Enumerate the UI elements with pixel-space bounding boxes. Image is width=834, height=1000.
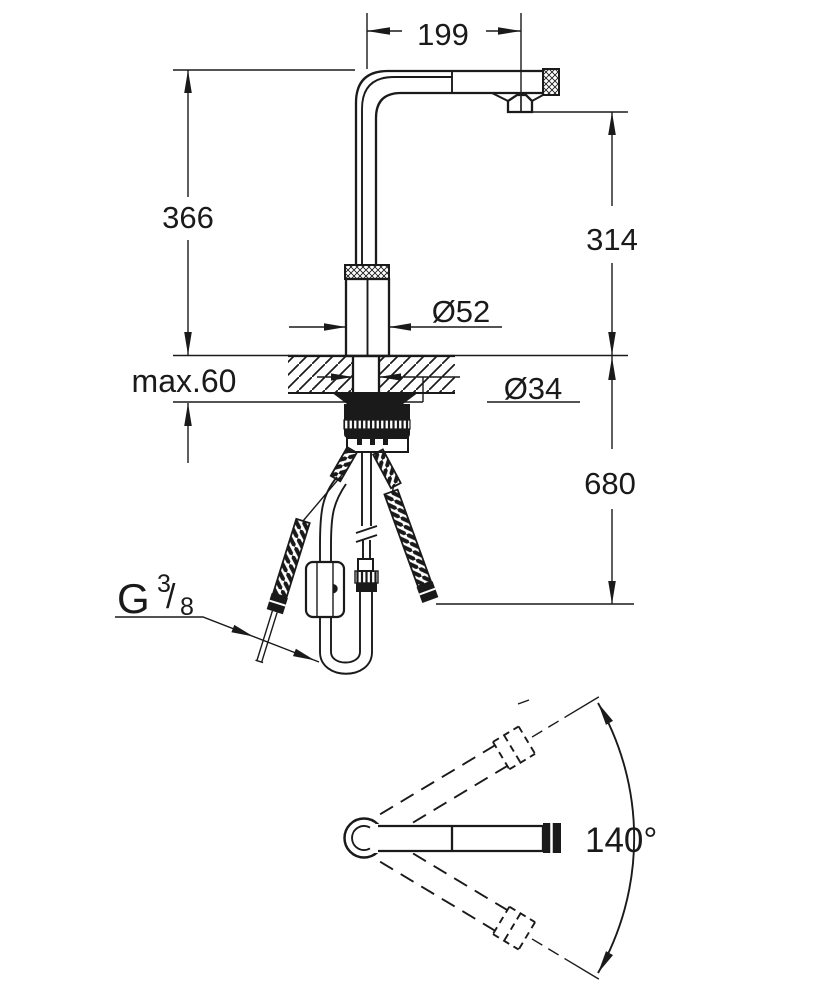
swivel-position-lower bbox=[378, 838, 607, 993]
thread-denominator-label: 8 bbox=[180, 593, 194, 621]
spray-nozzle bbox=[508, 95, 532, 112]
thread-leader-arrow-2 bbox=[293, 649, 315, 661]
hose-stub-left bbox=[331, 447, 357, 481]
mounting-nut-top bbox=[344, 404, 410, 420]
thread-numerator-label: 3 bbox=[157, 570, 171, 598]
hose-coupling-ribbed-nut bbox=[355, 571, 378, 583]
pullout-hose-upper bbox=[362, 452, 371, 526]
dim-366-arrow-bottom bbox=[184, 332, 192, 355]
dim-366-label: 366 bbox=[162, 200, 214, 235]
dim-199-arrow-left bbox=[367, 27, 390, 35]
dimension-height-above-counter bbox=[162, 70, 355, 355]
supply-hose-left bbox=[251, 518, 311, 663]
dim-314-label: 314 bbox=[586, 222, 638, 257]
dim-680-arrow-bottom bbox=[608, 581, 616, 604]
hose-coupling-band bbox=[356, 583, 377, 592]
supply-hose-right bbox=[383, 489, 438, 603]
hose-stub-right bbox=[373, 449, 401, 488]
dim-199-label: 199 bbox=[417, 17, 469, 52]
dim-52-arrow-right bbox=[389, 323, 411, 331]
countertop-hatch-left bbox=[288, 357, 353, 393]
bracket-notch bbox=[383, 438, 388, 445]
dim-34-label: Ø34 bbox=[503, 371, 563, 406]
swivel-position-upper bbox=[378, 683, 607, 838]
thread-leader-line bbox=[115, 617, 319, 662]
dim-max60-label: max.60 bbox=[131, 363, 237, 399]
dim-314-arrow-top bbox=[608, 112, 616, 135]
mounting-nut-bottom bbox=[344, 429, 410, 438]
dim-680-arrow-top bbox=[608, 357, 616, 380]
supply-hose-left-tail bbox=[255, 611, 278, 663]
bracket-notch bbox=[370, 438, 375, 445]
hose-coupling-body bbox=[358, 559, 373, 571]
thread-slash-label: / bbox=[166, 578, 176, 616]
thread-letter-label: G bbox=[117, 575, 150, 622]
hose-u-right-leg bbox=[360, 592, 372, 652]
spray-head-shoulder-right bbox=[532, 95, 543, 101]
dim-314-arrow-bottom bbox=[608, 332, 616, 355]
spout-bottom-line bbox=[376, 93, 543, 266]
dim-52-arrow-left bbox=[324, 323, 346, 331]
bracket-notch bbox=[357, 438, 362, 445]
dimension-max-counter-thickness bbox=[132, 363, 237, 463]
swivel-top-view bbox=[345, 683, 658, 993]
swivel-tick-mark bbox=[518, 700, 529, 704]
dim-199-arrow-right bbox=[498, 27, 521, 35]
swivel-arc-arrow-bottom bbox=[598, 951, 613, 973]
dim-52-label: Ø52 bbox=[431, 294, 491, 329]
dim-max60-arrow bbox=[184, 403, 192, 426]
dimension-spout-reach bbox=[367, 13, 521, 112]
hose-break-symbol bbox=[356, 526, 377, 542]
dimension-spout-clearance bbox=[532, 112, 638, 355]
dim-680-label: 680 bbox=[584, 466, 636, 501]
countertop-hatch-right bbox=[379, 357, 455, 393]
mounting-shank bbox=[353, 356, 379, 392]
dimension-body-diameter bbox=[289, 294, 502, 331]
riser-knurl-collar bbox=[345, 265, 389, 279]
dim-366-arrow-top bbox=[184, 70, 192, 93]
faucet-side-view bbox=[345, 69, 559, 392]
pullout-hose-mid bbox=[363, 540, 370, 559]
swivel-angle-label: 140° bbox=[585, 821, 658, 860]
mounting-bracket bbox=[347, 438, 408, 452]
countertop bbox=[288, 356, 455, 393]
under-counter-assembly bbox=[251, 392, 438, 674]
spout-top-view-mask bbox=[372, 824, 544, 853]
spray-grip-knurl bbox=[543, 69, 559, 95]
mounting-nut-ribbed-band bbox=[344, 420, 410, 429]
thread-leader-arrow-1 bbox=[231, 625, 253, 637]
spray-head-shoulder-left bbox=[492, 93, 508, 101]
hose-u-bottom-inner bbox=[331, 652, 360, 663]
hose-weight bbox=[306, 562, 344, 617]
swivel-arc-arrow-top bbox=[598, 703, 613, 725]
